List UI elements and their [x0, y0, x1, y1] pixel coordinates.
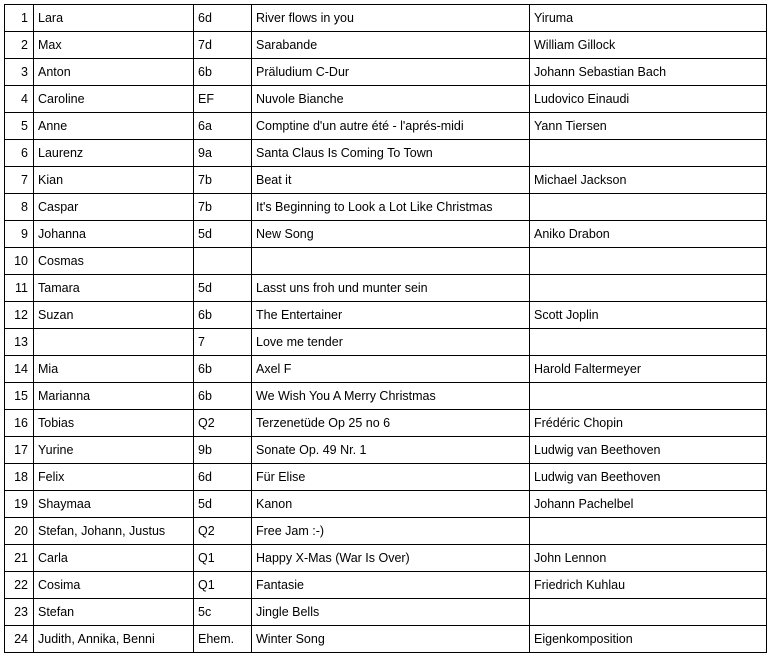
table-row [5, 626, 767, 653]
level-cell: EF [194, 86, 252, 113]
row-number-cell: 12 [5, 302, 34, 329]
performer-cell: Kian [34, 167, 194, 194]
program-table-body [5, 5, 767, 653]
performer-cell: Yurine [34, 437, 194, 464]
row-number-cell: 15 [5, 383, 34, 410]
song-title-cell: Nuvole Bianche [252, 86, 530, 113]
table-row [5, 329, 767, 356]
level-cell: 6a [194, 113, 252, 140]
table-row [5, 275, 767, 302]
performer-cell: Cosima [34, 572, 194, 599]
performer-cell: Laurenz [34, 140, 194, 167]
performer-cell: Tamara [34, 275, 194, 302]
composer-cell: William Gillock [530, 32, 767, 59]
performer-cell: Judith, Annika, Benni [34, 626, 194, 653]
song-title-cell: Sonate Op. 49 Nr. 1 [252, 437, 530, 464]
performer-cell: Mia [34, 356, 194, 383]
row-number-cell: 2 [5, 32, 34, 59]
song-title-cell: Axel F [252, 356, 530, 383]
performer-cell: Felix [34, 464, 194, 491]
composer-cell [530, 140, 767, 167]
composer-cell: Johann Pachelbel [530, 491, 767, 518]
song-title-cell: Präludium C-Dur [252, 59, 530, 86]
row-number-cell: 9 [5, 221, 34, 248]
composer-cell: Scott Joplin [530, 302, 767, 329]
performer-cell: Caspar [34, 194, 194, 221]
song-title-cell: Sarabande [252, 32, 530, 59]
table-row [5, 437, 767, 464]
table-row [5, 410, 767, 437]
row-number-cell: 14 [5, 356, 34, 383]
level-cell: 5d [194, 491, 252, 518]
composer-cell: Ludwig van Beethoven [530, 437, 767, 464]
row-number-cell: 22 [5, 572, 34, 599]
level-cell: 5d [194, 275, 252, 302]
row-number-cell: 20 [5, 518, 34, 545]
row-number-cell: 21 [5, 545, 34, 572]
song-title-cell: Lasst uns froh und munter sein [252, 275, 530, 302]
row-number-cell: 16 [5, 410, 34, 437]
composer-cell [530, 518, 767, 545]
song-title-cell: Free Jam :-) [252, 518, 530, 545]
song-title-cell: Für Elise [252, 464, 530, 491]
table-row [5, 464, 767, 491]
table-row [5, 167, 767, 194]
table-row [5, 59, 767, 86]
level-cell: 9b [194, 437, 252, 464]
song-title-cell: Beat it [252, 167, 530, 194]
level-cell: 9a [194, 140, 252, 167]
song-title-cell: Fantasie [252, 572, 530, 599]
table-row [5, 383, 767, 410]
row-number-cell: 19 [5, 491, 34, 518]
performer-cell: Stefan [34, 599, 194, 626]
song-title-cell: We Wish You A Merry Christmas [252, 383, 530, 410]
level-cell: 5d [194, 221, 252, 248]
level-cell: 6b [194, 302, 252, 329]
table-row [5, 86, 767, 113]
song-title-cell: Kanon [252, 491, 530, 518]
performer-cell: Lara [34, 5, 194, 32]
table-row [5, 221, 767, 248]
composer-cell [530, 599, 767, 626]
composer-cell [530, 329, 767, 356]
composer-cell: Harold Faltermeyer [530, 356, 767, 383]
level-cell: Q2 [194, 518, 252, 545]
performer-cell: Tobias [34, 410, 194, 437]
performer-cell: Anton [34, 59, 194, 86]
table-row [5, 113, 767, 140]
row-number-cell: 8 [5, 194, 34, 221]
table-row [5, 5, 767, 32]
performer-cell: Carla [34, 545, 194, 572]
program-table [4, 4, 767, 653]
row-number-cell: 6 [5, 140, 34, 167]
program-table-container [4, 4, 767, 653]
level-cell: 7b [194, 194, 252, 221]
performer-cell [34, 329, 194, 356]
level-cell: 6b [194, 59, 252, 86]
level-cell: 6d [194, 464, 252, 491]
level-cell: 6b [194, 383, 252, 410]
table-row [5, 599, 767, 626]
table-row [5, 545, 767, 572]
composer-cell: Ludovico Einaudi [530, 86, 767, 113]
composer-cell [530, 275, 767, 302]
level-cell: 6b [194, 356, 252, 383]
level-cell: 5c [194, 599, 252, 626]
level-cell: Q1 [194, 572, 252, 599]
table-row [5, 140, 767, 167]
performer-cell: Caroline [34, 86, 194, 113]
table-row [5, 491, 767, 518]
row-number-cell: 13 [5, 329, 34, 356]
performer-cell: Marianna [34, 383, 194, 410]
composer-cell: Ludwig van Beethoven [530, 464, 767, 491]
performer-cell: Max [34, 32, 194, 59]
table-row [5, 356, 767, 383]
performer-cell: Cosmas [34, 248, 194, 275]
level-cell: 7d [194, 32, 252, 59]
song-title-cell: Jingle Bells [252, 599, 530, 626]
composer-cell: Eigenkomposition [530, 626, 767, 653]
row-number-cell: 17 [5, 437, 34, 464]
song-title-cell: Love me tender [252, 329, 530, 356]
performer-cell: Shaymaa [34, 491, 194, 518]
song-title-cell: Winter Song [252, 626, 530, 653]
level-cell: 6d [194, 5, 252, 32]
row-number-cell: 24 [5, 626, 34, 653]
row-number-cell: 1 [5, 5, 34, 32]
table-row [5, 194, 767, 221]
composer-cell [530, 248, 767, 275]
performer-cell: Johanna [34, 221, 194, 248]
composer-cell: Frédéric Chopin [530, 410, 767, 437]
row-number-cell: 7 [5, 167, 34, 194]
row-number-cell: 10 [5, 248, 34, 275]
song-title-cell: River flows in you [252, 5, 530, 32]
table-row [5, 32, 767, 59]
song-title-cell [252, 248, 530, 275]
composer-cell: Michael Jackson [530, 167, 767, 194]
song-title-cell: New Song [252, 221, 530, 248]
row-number-cell: 11 [5, 275, 34, 302]
composer-cell: Yiruma [530, 5, 767, 32]
row-number-cell: 4 [5, 86, 34, 113]
table-row [5, 518, 767, 545]
row-number-cell: 18 [5, 464, 34, 491]
composer-cell: Aniko Drabon [530, 221, 767, 248]
table-row [5, 302, 767, 329]
performer-cell: Stefan, Johann, Justus [34, 518, 194, 545]
row-number-cell: 5 [5, 113, 34, 140]
performer-cell: Suzan [34, 302, 194, 329]
level-cell: 7 [194, 329, 252, 356]
table-row [5, 248, 767, 275]
level-cell [194, 248, 252, 275]
table-row [5, 572, 767, 599]
song-title-cell: Santa Claus Is Coming To Town [252, 140, 530, 167]
composer-cell [530, 194, 767, 221]
level-cell: 7b [194, 167, 252, 194]
song-title-cell: It's Beginning to Look a Lot Like Christmas [252, 194, 530, 221]
level-cell: Q2 [194, 410, 252, 437]
composer-cell: John Lennon [530, 545, 767, 572]
song-title-cell: The Entertainer [252, 302, 530, 329]
song-title-cell: Terzenetüde Op 25 no 6 [252, 410, 530, 437]
level-cell: Ehem. [194, 626, 252, 653]
level-cell: Q1 [194, 545, 252, 572]
song-title-cell: Happy X-Mas (War Is Over) [252, 545, 530, 572]
composer-cell: Johann Sebastian Bach [530, 59, 767, 86]
performer-cell: Anne [34, 113, 194, 140]
song-title-cell: Comptine d'un autre été - l'aprés-midi [252, 113, 530, 140]
composer-cell: Yann Tiersen [530, 113, 767, 140]
composer-cell [530, 383, 767, 410]
row-number-cell: 23 [5, 599, 34, 626]
row-number-cell: 3 [5, 59, 34, 86]
composer-cell: Friedrich Kuhlau [530, 572, 767, 599]
